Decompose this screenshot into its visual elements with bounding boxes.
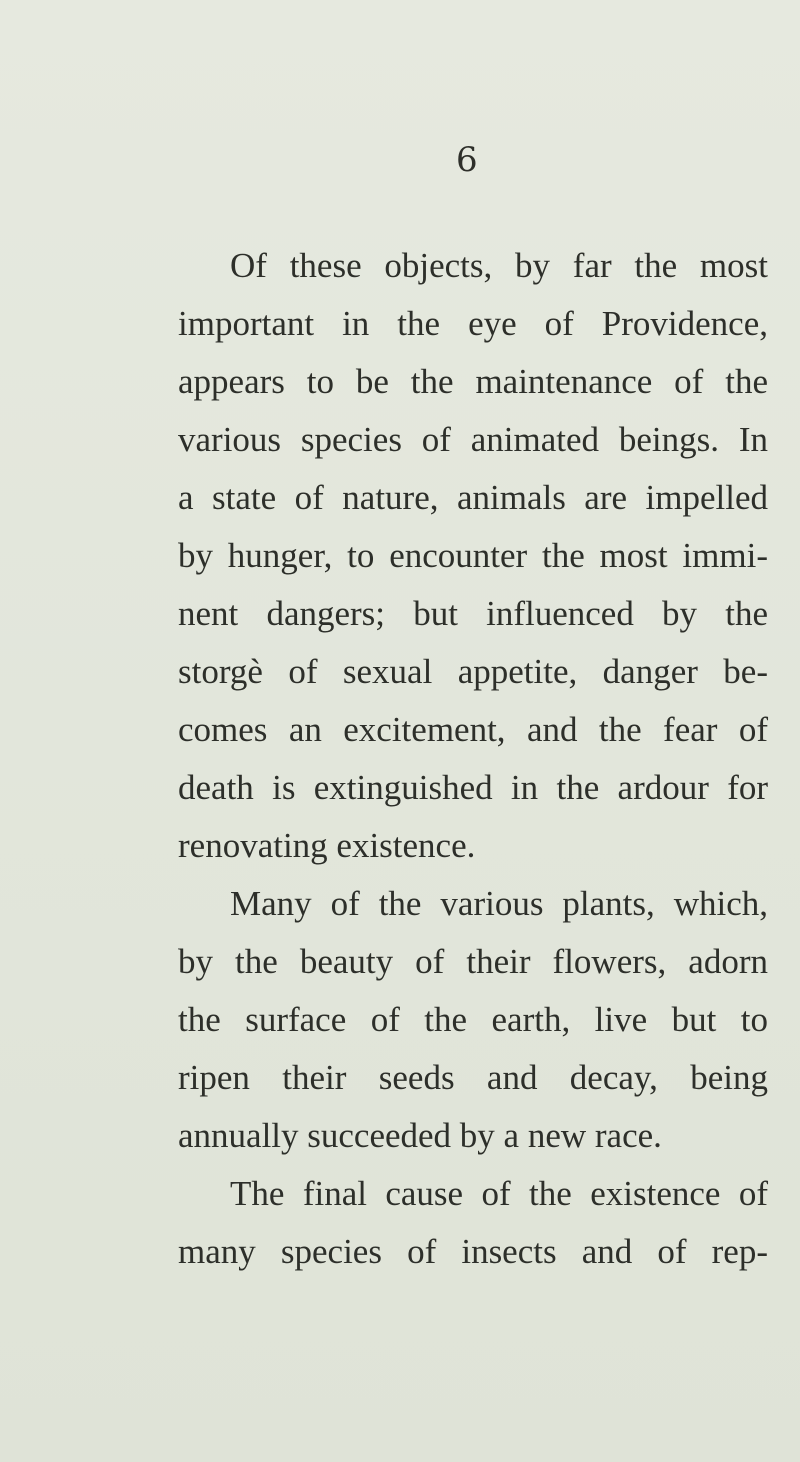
text-line: Many of the various plants, which, xyxy=(230,884,768,923)
text-line: the surface of the earth, live but to xyxy=(178,1000,768,1039)
text-line: nent dangers; but influenced by the xyxy=(178,594,768,633)
text-line: various species of animated beings. In xyxy=(178,420,768,459)
text-line: renovating existence. xyxy=(178,826,476,865)
text-line: many species of insects and of rep- xyxy=(178,1232,768,1271)
text-line: comes an excitement, and the fear of xyxy=(178,710,768,749)
text-line: death is extinguished in the ardour for xyxy=(178,768,768,807)
text-line: The final cause of the existence of xyxy=(230,1174,768,1213)
text-line: by the beauty of their flowers, adorn xyxy=(178,942,768,981)
page-number: 6 xyxy=(456,140,478,180)
text-line: a state of nature, animals are impelled xyxy=(178,478,768,517)
text-line: appears to be the maintenance of the xyxy=(178,362,768,401)
text-line: storgè of sexual appetite, danger be- xyxy=(178,652,768,691)
text-line: ripen their seeds and decay, being xyxy=(178,1058,768,1097)
text-line: by hunger, to encounter the most immi- xyxy=(178,536,768,575)
text-line: important in the eye of Providence, xyxy=(178,304,768,343)
text-line: annually succeeded by a new race. xyxy=(178,1116,662,1155)
text-line: Of these objects, by far the most xyxy=(230,246,768,285)
